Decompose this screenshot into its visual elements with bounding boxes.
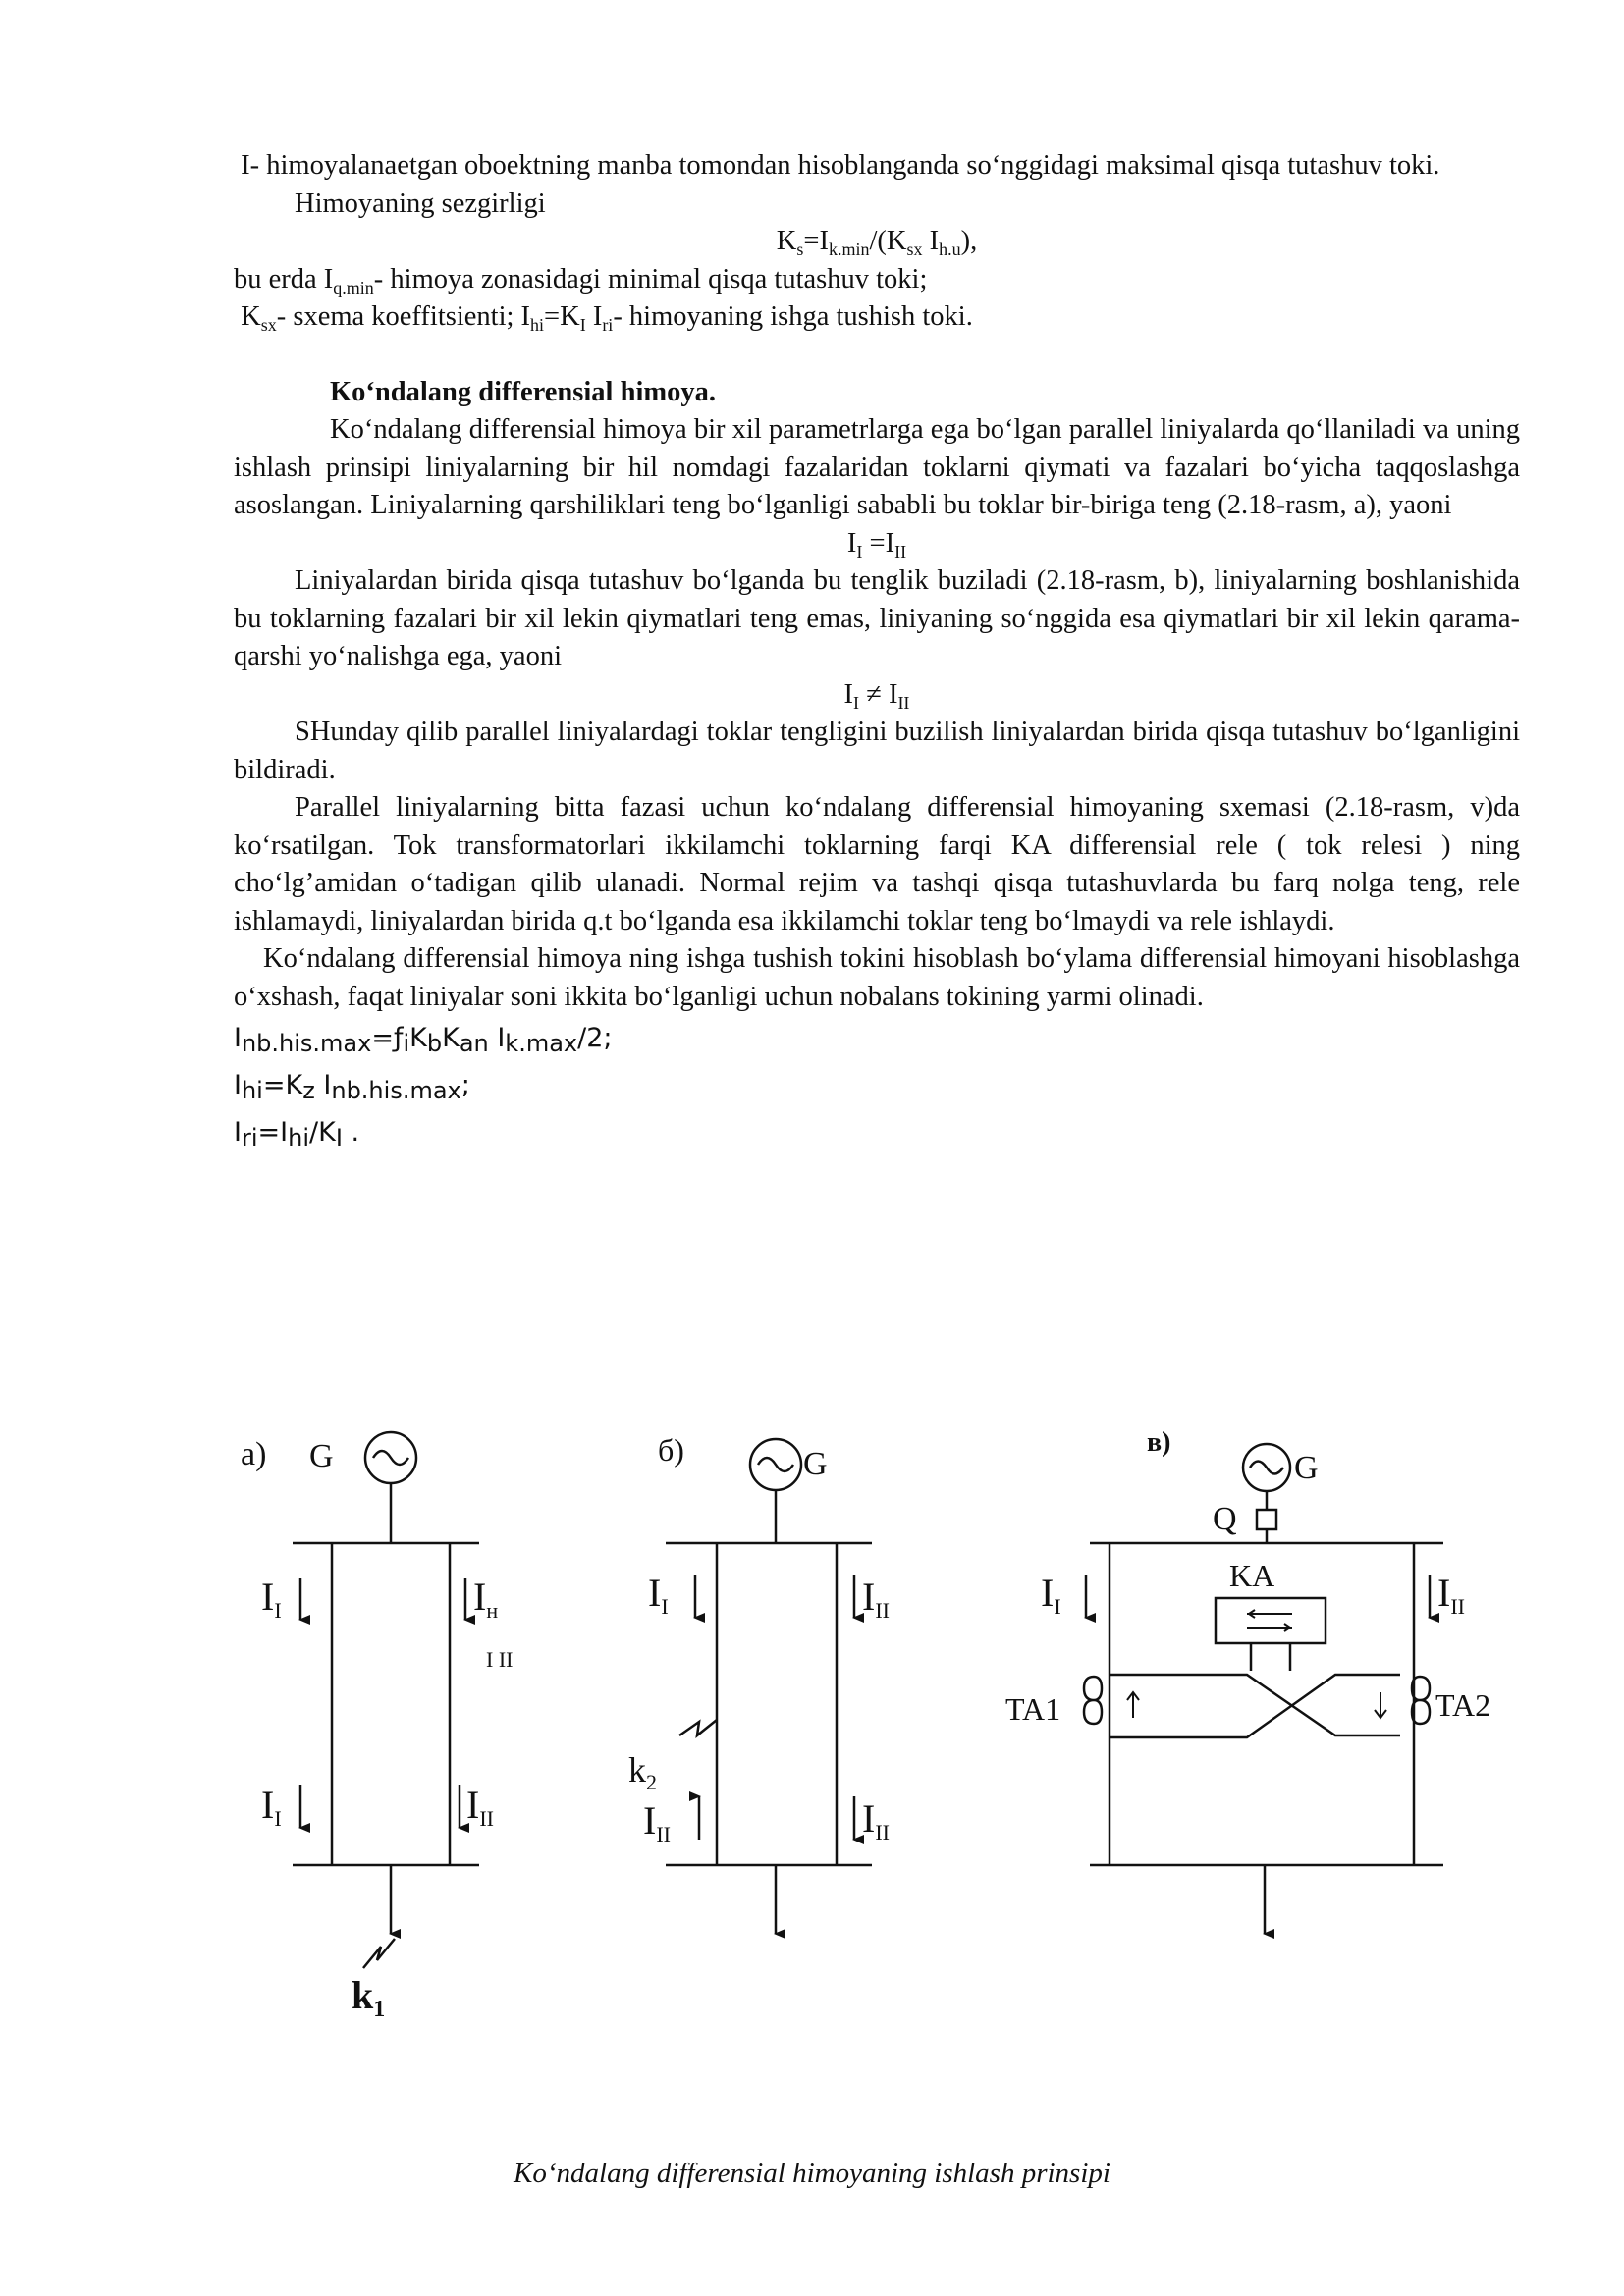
diagram-b-label: б) (658, 1432, 684, 1468)
paragraph-3: SHunday qilib parallel liniyalardagi toklar tengligini buzilish liniyalardan birida qisqa tutashuv bo‘lganligini bildiradi. (234, 717, 1520, 785)
paragraph-iqmax: I- himoyalanaetgan oboektning manba tomondan hisoblanganda so‘nggidagi maksimal qisqa tutashuv toki. (241, 150, 1440, 181)
formula-ihi: $I_{hi}=K_z$ $I_{nb.his.max}$; (234, 1070, 470, 1104)
formula-ks: $K_s=I_{k.min}/(K_{sx}$ $I_{h.u}$), (776, 226, 978, 259)
definition-iqmin: bu erda $I_{q.min}-$ himoya zonasidagi minimal qisqa tutashuv toki; (234, 263, 928, 297)
equation-equal: $I_I =I_{II}$ (846, 527, 907, 561)
fault-k2-label: $k_2$ (628, 1750, 657, 1794)
sensitivity-line: Himoyaning sezgirligi (295, 187, 546, 219)
breaker-q-label: Q (1213, 1501, 1237, 1537)
lines-label: I II (486, 1647, 514, 1672)
generator-label-v: G (1294, 1450, 1319, 1486)
document-body (234, 147, 1520, 1159)
equation-not-equal: $I_I \ne I_{II}$ (843, 678, 910, 713)
protection-diagram (226, 1423, 1542, 2209)
diagram-v-label: в) (1147, 1427, 1171, 1458)
current-II-label: $I_{II}$ (862, 1575, 890, 1623)
diagram-b (628, 1432, 890, 1934)
paragraph-1: Ko‘ndalang differensial himoya bir xil parametrlarga ega bo‘lgan parallel liniyalarda qo‘llaniladi va uning ishlash prinsipi liniyalarning bir hil nomdagi fazalaridan toklarni qiymati va fazalari bo‘yicha taqqoslashga asoslangan. Liniyalarning qarshiliklari teng bo‘lganligi sababli bu toklar bir-biriga teng (2.18-rasm, a), yaoni (234, 414, 1520, 520)
diagram-v (1005, 1427, 1490, 1934)
fault-k1-label: $k_1$ (352, 1973, 386, 2022)
paragraph-5: Ko‘ndalang differensial himoya ning ishga tushish tokini hisoblash bo‘ylama differensial himoyani hisoblashga o‘xshash, faqat liniyalar soni ikkita bo‘lganligi uchun nobalans tokining yarmi olinadi. (234, 943, 1520, 1012)
relay-ka-icon (1216, 1598, 1326, 1643)
paragraph-4: Parallel liniyalarning bitta fazasi uchun ko‘ndalang differensial himoyaning sxemasi (2.18-rasm, v)da ko‘rsatilgan. Tok transformatorlari ikkilamchi toklarning farqi KA differensial rele ( tok relesi ) ning cho‘lg’amidan o‘tadigan qilib ulanadi. Normal rejim va tashqi qisqa tutashuvlarda bu farq nolga teng, rele ishlamaydi, liniyalardan birida q.t bo‘lganda esa ikkilamchi toklar teng bo‘lmaydi va rele ishlaydi. (234, 792, 1520, 936)
ta2-icon (1375, 1677, 1430, 1724)
ta1-label: TA1 (1005, 1691, 1061, 1727)
current-II-label: $I_{II}$ (466, 1783, 494, 1831)
fault-zigzag-icon (363, 1939, 395, 1968)
current-I-label: $I_I$ (648, 1571, 669, 1619)
section-heading: Ko‘ndalang differensial himoya. (330, 376, 716, 407)
formula-inb: $I_{nb.his.max}=ƒ_iK_bK_{an}$ $I_{k.max}/2$; (234, 1023, 613, 1057)
current-I-label: $I_I$ (1041, 1571, 1061, 1619)
current-II-label: $I_н$ (473, 1575, 499, 1623)
generator-label-a: G (309, 1438, 334, 1474)
fault-zigzag-icon (679, 1720, 717, 1735)
ta2-label: TA2 (1435, 1687, 1491, 1723)
generator-label-b: G (803, 1446, 828, 1482)
current-II-label: $I_{II}$ (643, 1798, 671, 1846)
diagram-a-label: а) (241, 1436, 267, 1472)
generator-icon (750, 1439, 801, 1490)
ta1-icon (1084, 1675, 1400, 1737)
relay-ka-label: KA (1229, 1558, 1275, 1593)
formula-iri: $I_{ri}=I_{hi}/K_I$ . (234, 1117, 360, 1151)
generator-icon (365, 1432, 416, 1483)
generator-icon (1243, 1444, 1290, 1491)
definition-ksx: $K_{sx}-$ sxema koeffitsienti; $I_{hi}=K_I$ $I_{ri}-$ himoyaning ishga tushish toki. (241, 301, 973, 335)
paragraph-2: Liniyalardan birida qisqa tutashuv bo‘lganda bu tenglik buziladi (2.18-rasm, b), liniyalarning boshlanishida bu toklarning fazalari bir xil lekin qiymatlari teng emas, liniyaning so‘nggida esa qiymatlari bir xil lekin qarama-qarshi yo‘nalishga ega, yaoni (234, 565, 1520, 671)
breaker-q-icon (1257, 1510, 1276, 1529)
current-I-label: $I_I$ (261, 1575, 282, 1623)
current-I-label: $I_I$ (261, 1783, 282, 1831)
figure-caption: Ko‘ndalang differensial himoyaning ishlash prinsipi (514, 2158, 1110, 2189)
diagram-a (241, 1432, 513, 2022)
current-II-label: $I_{II}$ (1437, 1571, 1465, 1619)
current-II-label: $I_{II}$ (862, 1796, 890, 1844)
